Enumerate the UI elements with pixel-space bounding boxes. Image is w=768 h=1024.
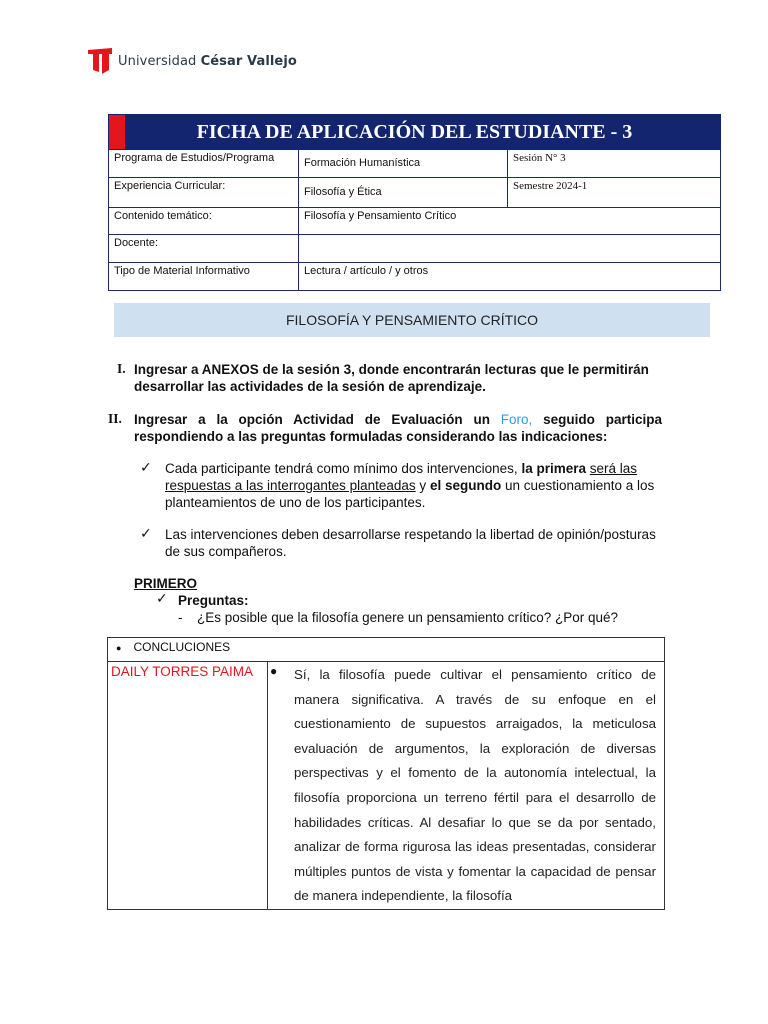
primero-heading: PRIMERO (134, 576, 198, 591)
ficha-title-cell (109, 115, 721, 150)
topic-banner (114, 303, 710, 337)
ucv-shield-icon (88, 48, 112, 74)
section2-text: Ingresar a la opción Actividad de Evaluación un Foro, seguido participa respondiendo a las preguntas formuladas considerando las indicaciones: (134, 412, 662, 444)
conclusions-header-cell (108, 638, 665, 662)
preguntas-label: Preguntas: (178, 593, 249, 608)
experiencia-label: Experiencia Curricular: (109, 178, 299, 208)
university-name: Universidad César Vallejo (118, 53, 297, 69)
ficha-table (108, 114, 721, 291)
bullet-dot-icon: ● (116, 643, 122, 653)
ficha-title: FICHA DE APLICACIÓN DEL ESTUDIANTE - 3 (196, 120, 633, 143)
docente-label: Docente: (109, 235, 299, 263)
docente-value (299, 235, 721, 263)
checkmark-icon: ✓ (156, 591, 168, 607)
university-logo (88, 48, 297, 74)
answer-text: Sí, la filosofía puede cultivar el pensamiento crítico de manera significativa. A través de su enfoque en el cuestionamiento de supuestos arraigados, la meticulosa evaluación de argumentos, la exploración de diversas perspectivas y el fomento de la autonomía intelectual, la filosofía proporciona un terreno fértil para el desarrollo de habilidades críticas. Al desafiar lo que se da por sentado, analizar de forma rigurosa las ideas presentadas, considerar múltiples puntos de vista y fomentar la capacidad de pensar de manera independiente, la filosofía (294, 667, 656, 904)
section1-text: Ingresar a ANEXOS de la sesión 3, donde encontrarán lecturas que le permitirán desarrollar las actividades de la sesión de aprendizaje. (134, 362, 649, 394)
banner-text: FILOSOFÍA Y PENSAMIENTO CRÍTICO (285, 312, 539, 328)
foro-link[interactable]: Foro, (500, 412, 533, 427)
red-accent-bar (109, 115, 125, 149)
bullet-dot-icon: ● (270, 664, 278, 678)
bullet-1: Cada participante tendrá como mínimo dos intervenciones, la primera será las respuestas a las interrogantes planteadas y el segundo un cuestionamiento a los planteamientos de uno de los participantes. (165, 461, 655, 510)
section1-numeral: I. (117, 361, 126, 376)
checkmark-icon: ✓ (140, 460, 152, 476)
conclusions-header: CONCLUCIONES (133, 640, 231, 654)
contenido-value: Filosofía y Pensamiento Crítico (299, 208, 721, 235)
section2-numeral: II. (108, 411, 122, 426)
tipo-value: Lectura / artículo / y otros (299, 263, 721, 291)
question-text: ¿Es posible que la filosofía genere un pensamiento crítico? ¿Por qué? (197, 610, 618, 625)
semestre-value: Semestre 2024-1 (508, 178, 721, 208)
conclusions-table (107, 637, 665, 910)
experiencia-value: Filosofía y Ética (299, 178, 508, 208)
question-dash: - (178, 610, 183, 625)
programa-label: Programa de Estudios/Programa (109, 150, 299, 178)
programa-value: Formación Humanística (299, 150, 508, 178)
student-name: DAILY TORRES PAIMA (108, 662, 268, 910)
checkmark-icon: ✓ (140, 526, 152, 542)
tipo-label: Tipo de Material Informativo (109, 263, 299, 291)
answer-cell (268, 662, 665, 910)
sesion-value: Sesión N° 3 (508, 150, 721, 178)
bullet-2: Las intervenciones deben desarrollarse respetando la libertad de opinión/posturas de sus compañeros. (165, 527, 656, 559)
contenido-label: Contenido temático: (109, 208, 299, 235)
